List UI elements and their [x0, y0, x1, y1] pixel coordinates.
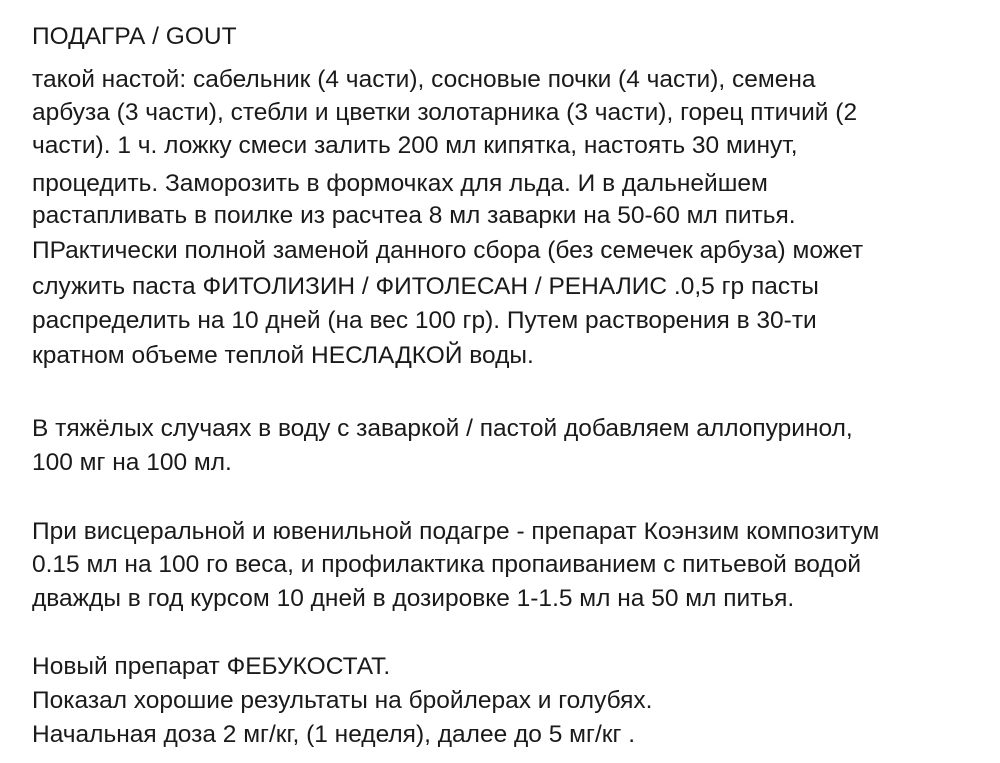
text-line: 100 мг на 100 мл. [32, 449, 232, 476]
text-line: Новый препарат ФЕБУКОСТАТ. [32, 653, 391, 680]
text-line: 0.15 мл на 100 го веса, и профилактика пропаиванием с питьевой водой [32, 551, 862, 578]
document-title: ПОДАГРА / GOUT [32, 23, 237, 50]
text-line: части). 1 ч. ложку смеси залить 200 мл кипятка, настоять 30 минут, [32, 132, 798, 159]
text-line: Начальная доза 2 мг/кг, (1 неделя), далее до 5 мг/кг . [32, 721, 636, 748]
text-line: процедить. Заморозить в формочках для льда. И в дальнейшем [32, 170, 768, 197]
text-line: такой настой: сабельник (4 части), сосновые почки (4 части), семена [32, 66, 816, 93]
text-line: служить паста ФИТОЛИЗИН / ФИТОЛЕСАН / РЕНАЛИС .0,5 гр пасты [32, 273, 819, 300]
text-line: ПРактически полной заменой данного сбора (без семечек арбуза) может [32, 237, 864, 264]
text-line: кратном объеме теплой НЕСЛАДКОЙ воды. [32, 342, 534, 369]
text-line: арбуза (3 части), стебли и цветки золотарника (3 части), горец птичий (2 [32, 99, 858, 126]
text-line: В тяжёлых случаях в воду с заваркой / пастой добавляем аллопуринол, [32, 415, 853, 442]
text-line: Показал хорошие результаты на бройлерах и голубях. [32, 687, 653, 714]
text-line: При висцеральной и ювенильной подагре - препарат Коэнзим композитум [32, 518, 880, 545]
text-line: растапливать в поилке из расчтеа 8 мл заварки на 50-60 мл питья. [32, 202, 796, 229]
text-line: распределить на 10 дней (на вес 100 гр). Путем растворения в 30-ти [32, 307, 817, 334]
text-line: дважды в год курсом 10 дней в дозировке 1-1.5 мл на 50 мл питья. [32, 585, 795, 612]
